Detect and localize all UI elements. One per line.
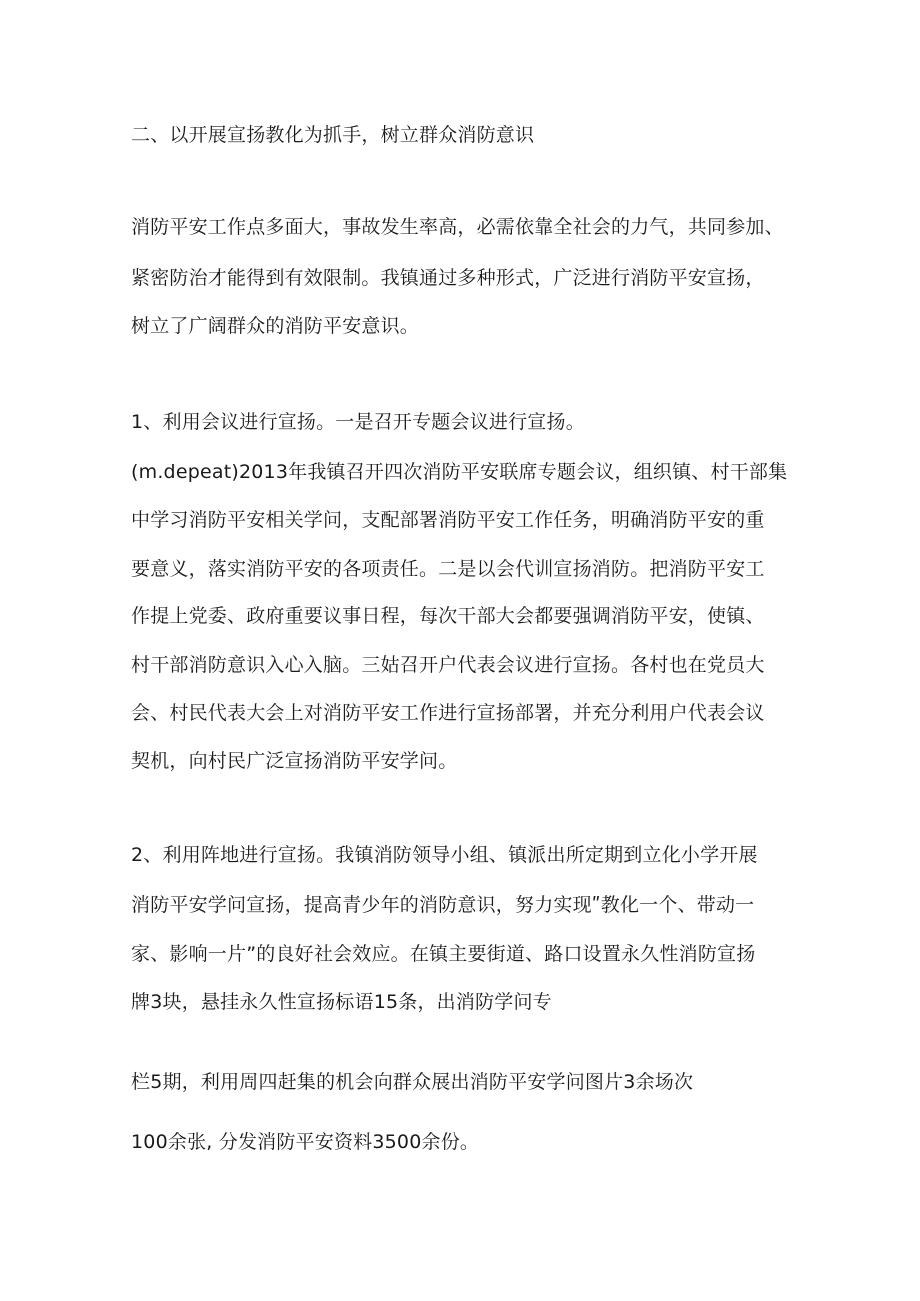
text-line: 家、影响一片”的良好社会效应。在镇主要街道、路口设置永久性消防宣扬 bbox=[131, 943, 756, 965]
text-line: 牌3块，悬挂永久性宣扬标语15条，出消防学问专 bbox=[131, 991, 552, 1013]
text-line: 作提上党委、政府重要议事日程，每次干部大会都要强调消防平安，使镇、 bbox=[131, 605, 765, 627]
text-line: 栏5期，利用周四赶集的机会向群众展出消防平安学问图片3余场次 bbox=[131, 1071, 694, 1093]
text-line: 树立了广阔群众的消防平安意识。 bbox=[131, 315, 420, 337]
text-line: 中学习消防平安相关学问，支配部署消防平安工作任务，明确消防平安的重 bbox=[131, 509, 765, 531]
text-line: (m.depeat)2013年我镇召开四次消防平安联席专题会议，组织镇、村干部集 bbox=[131, 461, 788, 483]
text-line: 契机，向村民广泛宣扬消防平安学问。 bbox=[131, 750, 458, 772]
text-line: 村干部消防意识入心入脑。三姑召开户代表会议进行宣扬。各村也在党员大 bbox=[131, 654, 765, 676]
section-heading: 二、以开展宣扬教化为抓手，树立群众消防意识 bbox=[131, 124, 535, 146]
text-line: 会、村民代表大会上对消防平安工作进行宣扬部署，并充分利用户代表会议 bbox=[131, 702, 765, 724]
text-line: 消防平安学问宣扬，提高青少年的消防意识，努力实现ʺ教化一个、带动一 bbox=[131, 894, 755, 916]
text-line: 2、利用阵地进行宣扬。我镇消防领导小组、镇派出所定期到立化小学开展 bbox=[131, 844, 758, 866]
text-line: 紧密防治才能得到有效限制。我镇通过多种形式，广泛进行消防平安宣扬， bbox=[131, 267, 765, 289]
text-line: 消防平安工作点多面大，事故发生率高，必需依靠全社会的力气，共同参加、 bbox=[131, 216, 784, 238]
text-line: 1、利用会议进行宣扬。一是召开专题会议进行宣扬。 bbox=[131, 411, 585, 433]
text-line: 要意义，落实消防平安的各项责任。二是以会代训宣扬消防。把消防平安工 bbox=[131, 558, 765, 580]
text-line: 100余张, 分发消防平安资料3500余份。 bbox=[131, 1131, 480, 1153]
